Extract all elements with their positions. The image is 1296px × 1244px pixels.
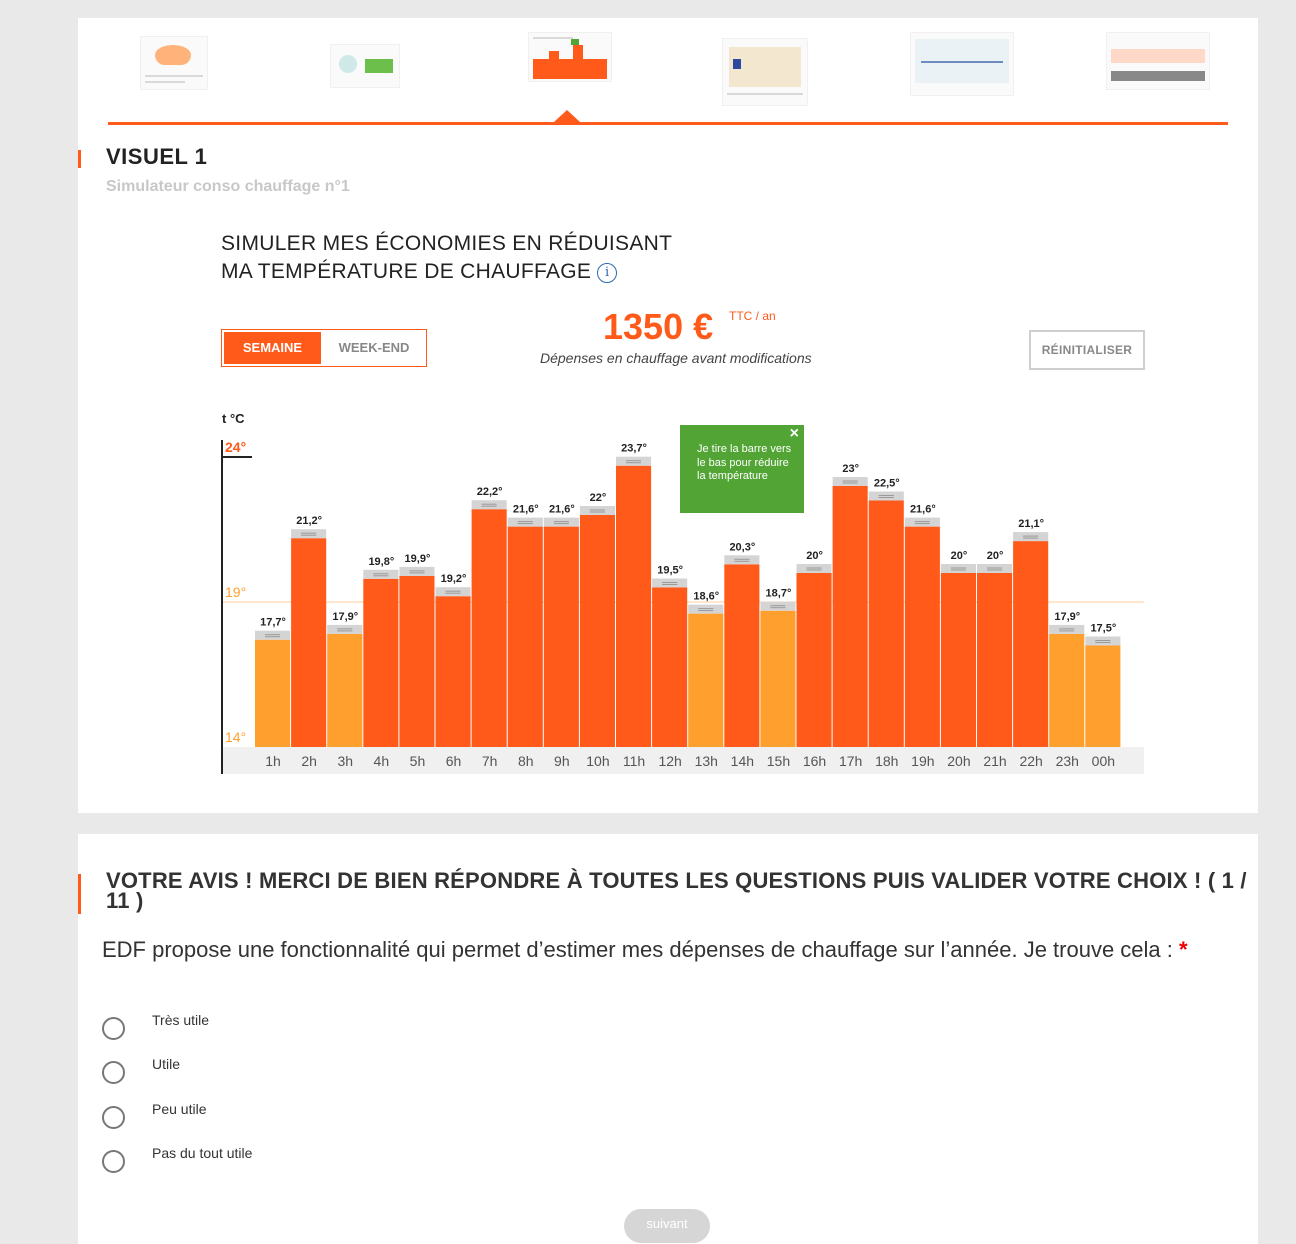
data-label: 23° (842, 463, 859, 475)
radio-button[interactable] (102, 1106, 125, 1129)
thumbnail-divider (108, 122, 1228, 125)
data-label: 17,7° (260, 616, 286, 629)
data-label: 19,2° (440, 573, 467, 586)
y-tick-label: 24° (225, 439, 247, 455)
x-tick-label: 12h (658, 753, 682, 769)
bar (616, 466, 651, 747)
bar-handle (327, 625, 362, 634)
data-label: 21,6° (512, 503, 539, 516)
data-label: 18,7° (765, 587, 792, 600)
bar (977, 573, 1012, 747)
x-tick-label: 14h (730, 753, 755, 769)
bar (724, 564, 759, 747)
x-tick-label: 5h (409, 753, 426, 769)
required-mark: * (1179, 937, 1188, 962)
bar (508, 527, 543, 747)
data-label: 20,3° (729, 541, 756, 554)
bar (436, 596, 471, 747)
thumbnail-2[interactable] (330, 44, 400, 88)
data-label: 19,5° (657, 564, 684, 577)
bar (652, 588, 687, 748)
bar (580, 515, 615, 747)
data-label: 21,2° (296, 515, 323, 528)
option-label: Peu utile (152, 1101, 207, 1117)
x-tick-label: 3h (337, 753, 354, 769)
data-label: 22,5° (873, 477, 900, 490)
data-label: 20° (806, 550, 823, 562)
data-label: 17,9° (332, 610, 359, 623)
data-label: 17,5° (1090, 622, 1117, 635)
x-tick-label: 17h (838, 753, 863, 769)
option-label: Pas du tout utile (152, 1145, 253, 1161)
data-label: 23,7° (621, 442, 647, 455)
x-tick-label: 13h (694, 753, 718, 769)
bar (1049, 634, 1084, 747)
x-tick-label: 18h (875, 753, 899, 769)
x-tick-label: 8h (517, 753, 534, 769)
price-unit: TTC / an (729, 309, 776, 323)
option-label: Utile (152, 1056, 181, 1072)
x-tick-label: 6h (445, 753, 462, 769)
survey-card (78, 834, 1258, 1244)
data-label: 20° (986, 550, 1004, 562)
x-tick-label: 10h (586, 753, 610, 769)
x-tick-label: 19h (911, 753, 935, 769)
x-tick-label: 11h (622, 753, 646, 769)
bar (399, 576, 434, 747)
data-label: 22° (589, 492, 607, 504)
drag-hint-tooltip (680, 425, 804, 513)
simulator-title-line2: MA TEMPÉRATURE DE CHAUFFAGE (221, 260, 592, 283)
data-label: 21,6° (909, 503, 936, 516)
bar-handle (255, 631, 290, 640)
x-tick-label: 2h (301, 753, 317, 769)
question-text: EDF propose une fonctionnalité qui permet d’estimer mes dépenses de chauffage sur l’année. Je trouve cela : (102, 937, 1173, 962)
bar-handle (472, 500, 507, 509)
x-tick-label: 7h (481, 753, 498, 769)
bar (688, 614, 723, 747)
data-label: 20° (950, 550, 968, 562)
bar-handle (291, 529, 326, 538)
bar (544, 527, 579, 747)
simulator-title-line1: SIMULER MES ÉCONOMIES EN RÉDUISANT (221, 232, 673, 255)
next-button[interactable]: suivant (624, 1209, 710, 1243)
visual-title: VISUEL 1 (106, 144, 208, 169)
data-label: 22,2° (476, 486, 503, 499)
y-tick-label: 14° (225, 729, 247, 745)
bar (905, 527, 940, 747)
bar (291, 538, 326, 747)
bar (363, 579, 398, 747)
x-tick-label: 20h (947, 753, 971, 769)
visual-subtitle: Simulateur conso chauffage n°1 (106, 178, 350, 195)
thumbnail-5[interactable] (910, 32, 1014, 96)
bar (833, 486, 868, 747)
survey-title: VOTRE AVIS ! MERCI DE BIEN RÉPONDRE À TOUTES LES QUESTIONS PUIS VALIDER VOTRE CHOIX ! ( 1 / 11 ) (106, 868, 1247, 913)
data-label: 21,6° (548, 503, 575, 516)
data-label: 17,9° (1054, 610, 1081, 623)
y-tick-label: 19° (225, 584, 247, 600)
info-icon[interactable]: i (597, 263, 617, 283)
bar-handle (399, 567, 434, 576)
survey-question (102, 935, 1232, 964)
tab-weekend[interactable]: WEEK-END (338, 340, 410, 355)
option-label: Très utile (152, 1012, 210, 1028)
bar (472, 509, 507, 747)
close-icon[interactable]: × (789, 425, 799, 442)
simulator-title (221, 230, 672, 286)
reset-button[interactable]: RÉINITIALISER (1029, 330, 1145, 370)
x-tick-label: 4h (373, 753, 390, 769)
period-tabs (221, 329, 427, 367)
price-caption: Dépenses en chauffage avant modifications (540, 350, 812, 366)
x-tick-label: 16h (802, 753, 827, 769)
data-label: 19,9° (404, 552, 431, 565)
radio-button[interactable] (102, 1061, 125, 1084)
bar-handle (436, 587, 471, 596)
bar-handle (616, 457, 651, 466)
data-label: 19,8° (368, 555, 395, 568)
bar (1013, 541, 1048, 747)
bar (941, 573, 976, 747)
bar (869, 501, 904, 748)
section-marker (78, 874, 81, 914)
selected-thumbnail-pointer (554, 110, 580, 122)
bar (797, 573, 832, 747)
data-label: 21,1° (1018, 518, 1045, 531)
tab-semaine[interactable]: SEMAINE (224, 332, 321, 364)
x-tick-label: 9h (554, 753, 570, 769)
tooltip-text: Je tire la barre vers le bas pour réduire la température (697, 443, 792, 482)
x-tick-label: 15h (766, 753, 791, 769)
radio-button[interactable] (102, 1150, 125, 1173)
x-tick-label: 21h (983, 753, 1007, 769)
bar (1085, 646, 1120, 748)
y-axis-label: t °C (222, 411, 245, 426)
thumbnail-4[interactable] (722, 38, 808, 106)
radio-button[interactable] (102, 1017, 125, 1040)
visual-card (78, 18, 1258, 813)
bar (760, 611, 795, 747)
bar-handle (1049, 625, 1084, 634)
bar (327, 634, 362, 747)
data-label: 18,6° (693, 590, 720, 603)
bar (255, 640, 290, 747)
bar-handle (760, 602, 795, 611)
x-tick-label: 22h (1019, 753, 1043, 769)
annual-price: 1350 € (603, 306, 714, 347)
x-tick-label: 1h (265, 753, 281, 769)
thumbnail-6[interactable] (1106, 32, 1210, 90)
x-tick-label: 23h (1055, 753, 1079, 769)
thumbnail-3[interactable] (528, 32, 612, 82)
thumbnail-1[interactable] (140, 36, 208, 90)
section-marker (78, 150, 81, 168)
x-tick-label: 00h (1091, 753, 1116, 769)
